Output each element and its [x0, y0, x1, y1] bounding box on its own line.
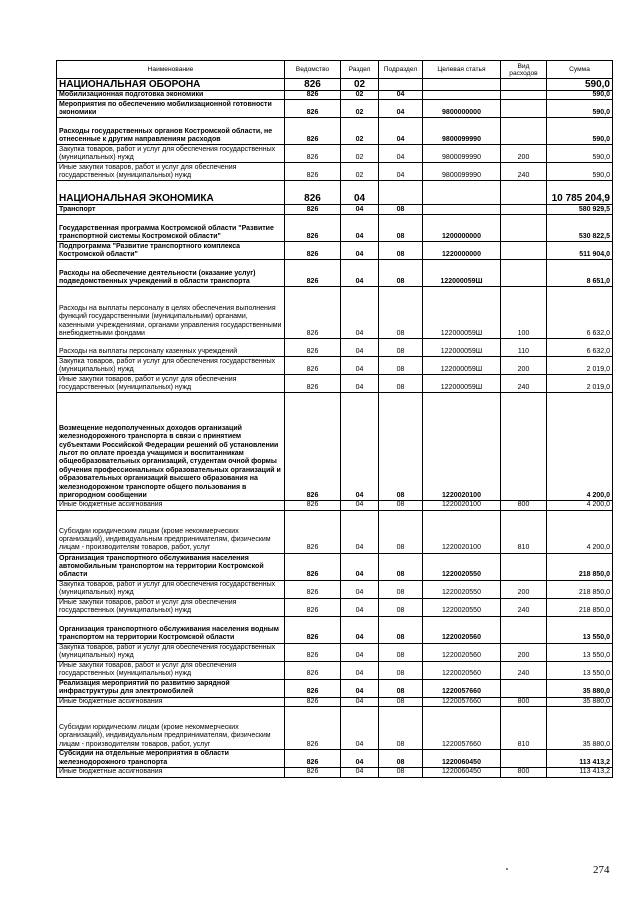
- cell-target-article: 1220020100: [423, 510, 501, 553]
- cell-subsection: 08: [379, 242, 423, 260]
- cell-department: 826: [285, 260, 341, 287]
- cell-section: 04: [341, 661, 379, 679]
- cell-subsection: 04: [379, 145, 423, 163]
- cell-expense-type: [501, 616, 547, 643]
- cell-expense-type: 800: [501, 697, 547, 706]
- cell-name: Государственная программа Костромской области "Развитие транспортной системы Костромской области": [57, 215, 285, 242]
- cell-subsection: 08: [379, 260, 423, 287]
- cell-department: 826: [285, 91, 341, 100]
- cell-target-article: 1220020550: [423, 598, 501, 616]
- cell-amount: 590,0: [547, 79, 613, 91]
- table-row: [57, 661, 613, 679]
- cell-amount: 590,0: [547, 145, 613, 163]
- cell-amount: 10 785 204,9: [547, 181, 613, 205]
- table-row: [57, 260, 613, 287]
- cell-amount: 35 880,0: [547, 697, 613, 706]
- cell-department: 826: [285, 616, 341, 643]
- cell-section: 04: [341, 598, 379, 616]
- cell-section: 02: [341, 100, 379, 118]
- cell-section: 02: [341, 79, 379, 91]
- cell-name: Мероприятия по обеспечению мобилизационной готовности экономики: [57, 100, 285, 118]
- cell-amount: 580 929,5: [547, 205, 613, 215]
- cell-section: 04: [341, 510, 379, 553]
- column-header-department: Ведомство: [285, 61, 341, 79]
- column-header-target-article: Целевая статья: [423, 61, 501, 79]
- cell-department: 826: [285, 339, 341, 357]
- column-header-section: Раздел: [341, 61, 379, 79]
- scan-dot: [506, 868, 508, 870]
- cell-amount: 13 550,0: [547, 616, 613, 643]
- cell-subsection: 08: [379, 707, 423, 750]
- cell-expense-type: 800: [501, 768, 547, 777]
- cell-name: Иные закупки товаров, работ и услуг для обеспечения государственных (муниципальных) нужд: [57, 598, 285, 616]
- cell-subsection: 08: [379, 750, 423, 768]
- cell-target-article: 122000059Ш: [423, 339, 501, 357]
- cell-subsection: 08: [379, 643, 423, 661]
- cell-subsection: 04: [379, 118, 423, 145]
- cell-subsection: 08: [379, 580, 423, 598]
- cell-name: Иные закупки товаров, работ и услуг для обеспечения государственных (муниципальных) нужд: [57, 661, 285, 679]
- cell-department: 826: [285, 215, 341, 242]
- cell-amount: 590,0: [547, 91, 613, 100]
- cell-amount: 35 880,0: [547, 679, 613, 697]
- cell-department: 826: [285, 205, 341, 215]
- cell-target-article: 1220060450: [423, 750, 501, 768]
- cell-name: Расходы на обеспечение деятельности (оказание услуг) подведомственных учреждений в области транспорта: [57, 260, 285, 287]
- cell-name: Иные закупки товаров, работ и услуг для обеспечения государственных (муниципальных) нужд: [57, 375, 285, 393]
- table-header: [57, 61, 613, 79]
- budget-document: [56, 60, 612, 778]
- table-row: [57, 580, 613, 598]
- cell-target-article: [423, 79, 501, 91]
- cell-name: НАЦИОНАЛЬНАЯ ЭКОНОМИКА: [57, 181, 285, 205]
- cell-section: 02: [341, 163, 379, 181]
- cell-target-article: 1220020100: [423, 393, 501, 501]
- cell-expense-type: 240: [501, 661, 547, 679]
- cell-subsection: 08: [379, 339, 423, 357]
- column-header-name: Наименование: [57, 61, 285, 79]
- cell-amount: 590,0: [547, 100, 613, 118]
- cell-department: 826: [285, 510, 341, 553]
- cell-expense-type: [501, 215, 547, 242]
- cell-name: Иные бюджетные ассигнования: [57, 697, 285, 706]
- cell-name: Расходы на выплаты персоналу в целях обеспечения выполнения функций государственными (муниципальными) органами, казенными учреждениями, органами управления государственными внебюджетными фондами: [57, 287, 285, 339]
- cell-section: 02: [341, 145, 379, 163]
- cell-amount: 13 550,0: [547, 643, 613, 661]
- cell-department: 826: [285, 79, 341, 91]
- cell-expense-type: [501, 260, 547, 287]
- cell-subsection: 04: [379, 100, 423, 118]
- cell-amount: 8 651,0: [547, 260, 613, 287]
- column-header-amount: Сумма: [547, 61, 613, 79]
- table-row: [57, 616, 613, 643]
- table-row: [57, 393, 613, 501]
- cell-department: 826: [285, 181, 341, 205]
- cell-expense-type: [501, 679, 547, 697]
- cell-amount: 4 200,0: [547, 510, 613, 553]
- cell-amount: 218 850,0: [547, 580, 613, 598]
- cell-amount: 530 822,5: [547, 215, 613, 242]
- cell-amount: 4 200,0: [547, 393, 613, 501]
- cell-section: 04: [341, 242, 379, 260]
- cell-section: 04: [341, 768, 379, 777]
- table-row: [57, 79, 613, 91]
- cell-subsection: 04: [379, 91, 423, 100]
- cell-subsection: 08: [379, 215, 423, 242]
- cell-name: Закупка товаров, работ и услуг для обеспечения государственных (муниципальных) нужд: [57, 580, 285, 598]
- table-row: [57, 100, 613, 118]
- table-row: [57, 339, 613, 357]
- cell-name: Расходы на выплаты персоналу казенных учреждений: [57, 339, 285, 357]
- cell-subsection: 08: [379, 357, 423, 375]
- cell-target-article: 1200000000: [423, 215, 501, 242]
- cell-amount: 590,0: [547, 163, 613, 181]
- table-row: [57, 707, 613, 750]
- cell-department: 826: [285, 145, 341, 163]
- cell-name: Закупка товаров, работ и услуг для обеспечения государственных (муниципальных) нужд: [57, 643, 285, 661]
- cell-section: 04: [341, 616, 379, 643]
- cell-expense-type: 810: [501, 707, 547, 750]
- table-row: [57, 215, 613, 242]
- cell-subsection: 08: [379, 287, 423, 339]
- table-row: [57, 598, 613, 616]
- cell-subsection: 08: [379, 616, 423, 643]
- cell-target-article: 1220020560: [423, 616, 501, 643]
- cell-section: 04: [341, 215, 379, 242]
- table-row: [57, 357, 613, 375]
- cell-target-article: [423, 91, 501, 100]
- column-header-subsection: Подраздел: [379, 61, 423, 79]
- cell-section: 04: [341, 553, 379, 580]
- cell-name: Субсидии на отдельные мероприятия в области железнодорожного транспорта: [57, 750, 285, 768]
- cell-expense-type: [501, 100, 547, 118]
- cell-expense-type: 200: [501, 580, 547, 598]
- cell-amount: 6 632,0: [547, 339, 613, 357]
- table-row: [57, 510, 613, 553]
- cell-expense-type: 240: [501, 375, 547, 393]
- table-row: [57, 643, 613, 661]
- cell-expense-type: 240: [501, 163, 547, 181]
- cell-target-article: [423, 181, 501, 205]
- cell-department: 826: [285, 707, 341, 750]
- table-row: [57, 118, 613, 145]
- cell-section: 04: [341, 750, 379, 768]
- cell-section: 04: [341, 287, 379, 339]
- cell-department: 826: [285, 598, 341, 616]
- cell-section: 04: [341, 643, 379, 661]
- table-row: [57, 679, 613, 697]
- cell-expense-type: [501, 118, 547, 145]
- cell-department: 826: [285, 357, 341, 375]
- cell-name: Транспорт: [57, 205, 285, 215]
- cell-subsection: [379, 181, 423, 205]
- table-row: [57, 181, 613, 205]
- table-row: [57, 205, 613, 215]
- cell-target-article: 122000059Ш: [423, 375, 501, 393]
- cell-name: Субсидии юридическим лицам (кроме некоммерческих организаций), индивидуальным предпринимателям, физическим лицам - производителям товаров, работ, услуг: [57, 510, 285, 553]
- cell-name: Реализация мероприятий по развитию зарядной инфраструктуры для электромобилей: [57, 679, 285, 697]
- table-row: [57, 375, 613, 393]
- cell-amount: 2 019,0: [547, 357, 613, 375]
- cell-section: 04: [341, 375, 379, 393]
- cell-name: Мобилизационная подготовка экономики: [57, 91, 285, 100]
- cell-section: 04: [341, 679, 379, 697]
- table-row: [57, 750, 613, 768]
- cell-expense-type: [501, 242, 547, 260]
- cell-target-article: [423, 205, 501, 215]
- cell-department: 826: [285, 393, 341, 501]
- cell-section: 04: [341, 181, 379, 205]
- cell-subsection: 08: [379, 205, 423, 215]
- cell-name: НАЦИОНАЛЬНАЯ ОБОРОНА: [57, 79, 285, 91]
- cell-subsection: 08: [379, 553, 423, 580]
- cell-name: Возмещение недополученных доходов организаций железнодорожного транспорта в связи с принятием субъектами Российской Федерации решений об установлении льгот по оплате проезда учащимся и воспитанникам общеобразовательных организаций, студентам очной формы обучения профессиональных образовательных организаций и образовательных организаций высшего образования на железнодорожном транспорте общего пользования в пригородном сообщении: [57, 393, 285, 501]
- cell-department: 826: [285, 580, 341, 598]
- cell-target-article: 1220057660: [423, 679, 501, 697]
- cell-department: 826: [285, 553, 341, 580]
- cell-target-article: 1220000000: [423, 242, 501, 260]
- cell-expense-type: [501, 91, 547, 100]
- cell-amount: 2 019,0: [547, 375, 613, 393]
- cell-expense-type: [501, 205, 547, 215]
- cell-name: Организация транспортного обслуживания населения автомобильным транспортом на территории Костромской области: [57, 553, 285, 580]
- cell-expense-type: 200: [501, 643, 547, 661]
- table-row: [57, 768, 613, 777]
- cell-section: 04: [341, 393, 379, 501]
- cell-target-article: 1220020550: [423, 553, 501, 580]
- cell-expense-type: 110: [501, 339, 547, 357]
- cell-expense-type: [501, 393, 547, 501]
- cell-expense-type: [501, 79, 547, 91]
- cell-subsection: 08: [379, 501, 423, 510]
- cell-target-article: 122000059Ш: [423, 260, 501, 287]
- cell-expense-type: 800: [501, 501, 547, 510]
- cell-target-article: 1220020560: [423, 643, 501, 661]
- cell-target-article: 9800099990: [423, 118, 501, 145]
- cell-amount: 13 550,0: [547, 661, 613, 679]
- cell-amount: 218 850,0: [547, 553, 613, 580]
- cell-amount: 218 850,0: [547, 598, 613, 616]
- budget-table: [56, 60, 613, 778]
- cell-department: 826: [285, 661, 341, 679]
- cell-subsection: 08: [379, 697, 423, 706]
- cell-name: Организация транспортного обслуживания населения водным транспортом на территории Костромской области: [57, 616, 285, 643]
- cell-subsection: 08: [379, 768, 423, 777]
- column-header-expense-type: Вид расходов: [501, 61, 547, 79]
- cell-department: 826: [285, 750, 341, 768]
- cell-amount: 511 904,0: [547, 242, 613, 260]
- cell-name: Закупка товаров, работ и услуг для обеспечения государственных (муниципальных) нужд: [57, 357, 285, 375]
- cell-target-article: 9800099990: [423, 163, 501, 181]
- table-body: [57, 79, 613, 778]
- cell-section: 04: [341, 339, 379, 357]
- cell-amount: 35 880,0: [547, 707, 613, 750]
- cell-amount: 590,0: [547, 118, 613, 145]
- cell-target-article: 122000059Ш: [423, 287, 501, 339]
- cell-section: 04: [341, 707, 379, 750]
- cell-subsection: 08: [379, 510, 423, 553]
- cell-name: Подпрограмма "Развитие транспортного комплекса Костромской области": [57, 242, 285, 260]
- cell-name: Субсидии юридическим лицам (кроме некоммерческих организаций), индивидуальным предпринимателям, физическим лицам - производителям товаров, работ, услуг: [57, 707, 285, 750]
- cell-name: Иные закупки товаров, работ и услуг для обеспечения государственных (муниципальных) нужд: [57, 163, 285, 181]
- cell-target-article: 1220020550: [423, 580, 501, 598]
- cell-target-article: 1220020560: [423, 661, 501, 679]
- cell-section: 04: [341, 205, 379, 215]
- cell-section: 04: [341, 697, 379, 706]
- cell-department: 826: [285, 242, 341, 260]
- cell-expense-type: [501, 750, 547, 768]
- cell-expense-type: 240: [501, 598, 547, 616]
- cell-department: 826: [285, 118, 341, 145]
- cell-subsection: 08: [379, 661, 423, 679]
- cell-expense-type: 810: [501, 510, 547, 553]
- table-row: [57, 163, 613, 181]
- cell-name: Закупка товаров, работ и услуг для обеспечения государственных (муниципальных) нужд: [57, 145, 285, 163]
- cell-subsection: [379, 79, 423, 91]
- cell-expense-type: [501, 553, 547, 580]
- cell-section: 02: [341, 118, 379, 145]
- cell-department: 826: [285, 643, 341, 661]
- cell-department: 826: [285, 287, 341, 339]
- cell-target-article: 1220057660: [423, 707, 501, 750]
- table-row: [57, 697, 613, 706]
- cell-department: 826: [285, 100, 341, 118]
- cell-expense-type: 200: [501, 145, 547, 163]
- page-number: 274: [593, 864, 610, 876]
- cell-subsection: 08: [379, 598, 423, 616]
- cell-section: 04: [341, 580, 379, 598]
- cell-expense-type: [501, 181, 547, 205]
- cell-target-article: 1220060450: [423, 768, 501, 777]
- cell-target-article: 1220057660: [423, 697, 501, 706]
- cell-name: Расходы государственных органов Костромской области, не отнесенные к другим направлениям расходов: [57, 118, 285, 145]
- table-row: [57, 287, 613, 339]
- cell-target-article: 1220020100: [423, 501, 501, 510]
- table-row: [57, 501, 613, 510]
- cell-section: 04: [341, 357, 379, 375]
- cell-subsection: 04: [379, 163, 423, 181]
- cell-subsection: 08: [379, 393, 423, 501]
- cell-amount: 113 413,2: [547, 750, 613, 768]
- cell-target-article: 122000059Ш: [423, 357, 501, 375]
- cell-name: Иные бюджетные ассигнования: [57, 768, 285, 777]
- table-row: [57, 91, 613, 100]
- cell-expense-type: 200: [501, 357, 547, 375]
- cell-name: Иные бюджетные ассигнования: [57, 501, 285, 510]
- cell-department: 826: [285, 679, 341, 697]
- cell-subsection: 08: [379, 679, 423, 697]
- cell-expense-type: 100: [501, 287, 547, 339]
- cell-department: 826: [285, 375, 341, 393]
- cell-amount: 113 413,2: [547, 768, 613, 777]
- cell-section: 04: [341, 501, 379, 510]
- cell-section: 02: [341, 91, 379, 100]
- cell-target-article: 9800000000: [423, 100, 501, 118]
- cell-amount: 4 200,0: [547, 501, 613, 510]
- table-row: [57, 553, 613, 580]
- cell-department: 826: [285, 163, 341, 181]
- cell-department: 826: [285, 697, 341, 706]
- cell-target-article: 9800099990: [423, 145, 501, 163]
- cell-department: 826: [285, 501, 341, 510]
- cell-department: 826: [285, 768, 341, 777]
- cell-subsection: 08: [379, 375, 423, 393]
- table-row: [57, 145, 613, 163]
- table-row: [57, 242, 613, 260]
- cell-section: 04: [341, 260, 379, 287]
- cell-amount: 6 632,0: [547, 287, 613, 339]
